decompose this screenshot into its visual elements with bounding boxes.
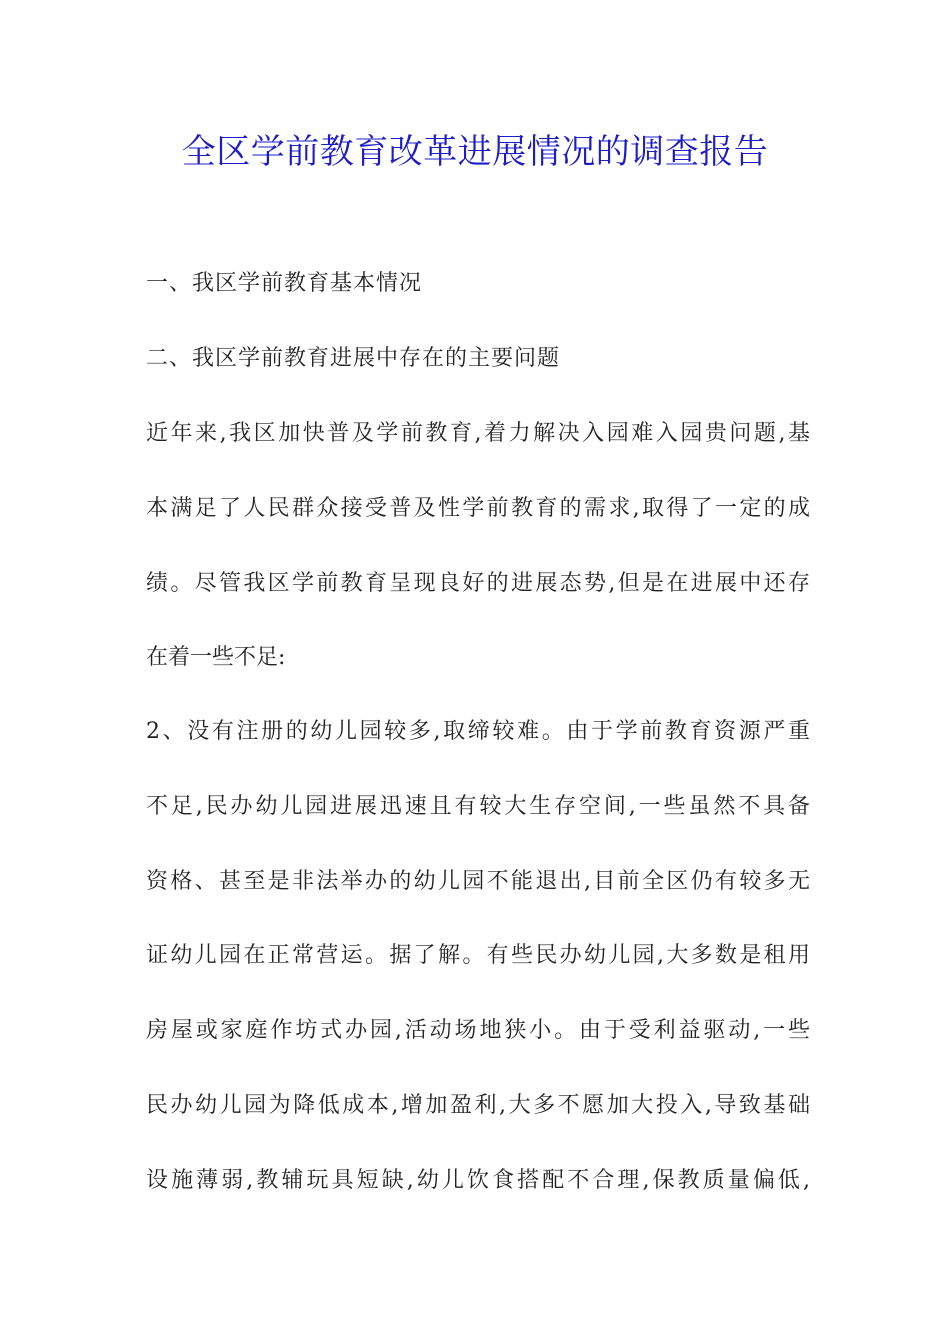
section-heading-1: 一、我区学前教育基本情况	[146, 271, 423, 296]
paragraph-1-line: 本满足了人民群众接受普及性学前教育的需求,取得了一定的成	[146, 496, 810, 521]
paragraph-1-line: 绩。尽管我区学前教育呈现良好的进展态势,但是在进展中还存	[146, 571, 810, 596]
paragraph-2-line: 2、没有注册的幼儿园较多,取缔较难。由于学前教育资源严重	[146, 719, 810, 744]
document-title: 全区学前教育改革进展情况的调查报告	[181, 132, 769, 172]
section-heading-2: 二、我区学前教育进展中存在的主要问题	[146, 346, 561, 371]
paragraph-2-line: 设施薄弱,教辅玩具短缺,幼儿饮食搭配不合理,保教质量偏低,	[146, 1168, 810, 1193]
paragraph-2-line: 民办幼儿园为降低成本,增加盈利,大多不愿加大投入,导致基础	[146, 1093, 810, 1118]
paragraph-1-line: 近年来,我区加快普及学前教育,着力解决入园难入园贵问题,基	[146, 421, 810, 446]
paragraph-2-line: 资格、甚至是非法举办的幼儿园不能退出,目前全区仍有较多无	[146, 869, 810, 894]
paragraph-2-line: 房屋或家庭作坊式办园,活动场地狭小。由于受利益驱动,一些	[146, 1018, 810, 1043]
paragraph-2-line: 证幼儿园在正常营运。据了解。有些民办幼儿园,大多数是租用	[146, 943, 810, 968]
paragraph-1-line: 在着一些不足:	[146, 645, 286, 670]
paragraph-2-line: 不足,民办幼儿园进展迅速且有较大生存空间,一些虽然不具备	[146, 794, 810, 819]
